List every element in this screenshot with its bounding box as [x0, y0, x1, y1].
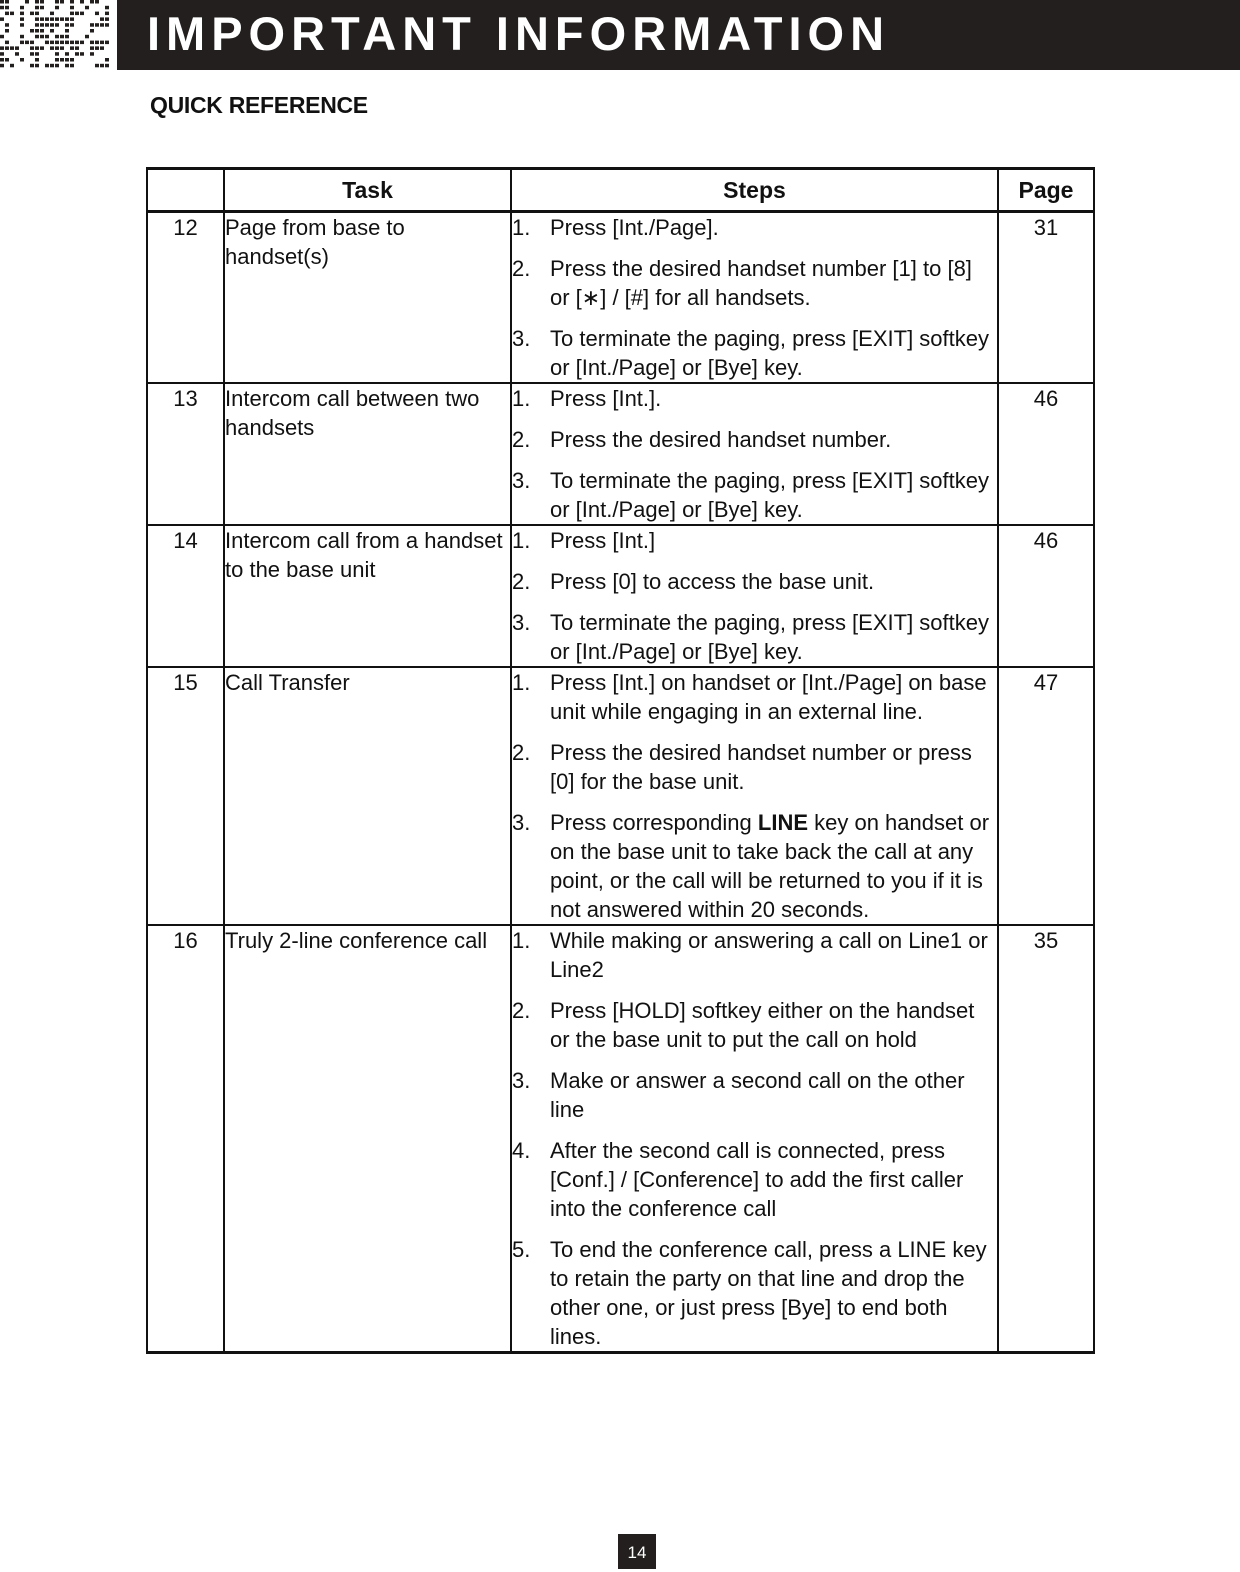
step-number: 2.: [512, 427, 531, 452]
step-text: To terminate the paging, press [EXIT] softkey or [Int./Page] or [Bye] key.: [550, 468, 989, 522]
task-cell: Truly 2-line conference call: [224, 925, 511, 1353]
step-text: Make or answer a second call on the other line: [550, 1068, 965, 1122]
step-number: 3.: [512, 810, 531, 835]
step-item: [512, 608, 997, 666]
table-row: [147, 212, 1094, 384]
dotted-pattern-icon: [0, 0, 110, 70]
step-number: 2.: [512, 740, 531, 765]
step-text: Press [Int.] on handset or [Int./Page] on base unit while engaging in an external line.: [550, 670, 987, 724]
step-text: To terminate the paging, press [EXIT] softkey or [Int./Page] or [Bye] key.: [550, 326, 989, 380]
page-title: IMPORTANT INFORMATION: [147, 7, 891, 60]
step-text: Press the desired handset number.: [550, 427, 892, 452]
header-bar: [117, 0, 1240, 70]
table-row: [147, 383, 1094, 525]
step-item: [512, 668, 997, 726]
column-header-number: [147, 169, 224, 212]
task-cell: Page from base to handset(s): [224, 212, 511, 384]
step-item: [512, 738, 997, 796]
table-row: [147, 667, 1094, 925]
page-number: 14: [618, 1534, 656, 1569]
column-header-steps: Steps: [511, 169, 998, 212]
column-header-page: Page: [998, 169, 1094, 212]
step-number: 2.: [512, 998, 531, 1023]
step-text: While making or answering a call on Line1 or Line2: [550, 928, 988, 982]
step-item: [512, 254, 997, 312]
step-text: Press [0] to access the base unit.: [550, 569, 875, 594]
step-number: 5.: [512, 1237, 531, 1262]
step-item: [512, 996, 997, 1054]
steps-cell: [511, 383, 998, 525]
step-text: Press [HOLD] softkey either on the handset or the base unit to put the call on hold: [550, 998, 975, 1052]
steps-list: [512, 926, 997, 1351]
step-item: [512, 384, 997, 413]
page-cell: 46: [998, 383, 1094, 525]
steps-cell: [511, 925, 998, 1353]
table-header-row: [147, 169, 1094, 212]
row-number: 12: [147, 212, 224, 384]
steps-cell: [511, 525, 998, 667]
task-cell: Intercom call between two handsets: [224, 383, 511, 525]
step-number: 1.: [512, 670, 531, 695]
step-number: 3.: [512, 1068, 531, 1093]
page-cell: 35: [998, 925, 1094, 1353]
step-text: Press [Int.]: [550, 528, 656, 553]
step-text: After the second call is connected, press [Conf.] / [Conference] to add the first caller into the conference call: [550, 1138, 964, 1221]
step-item: [512, 213, 997, 242]
step-text: Press the desired handset number [1] to [8] or [∗] / [#] for all handsets.: [550, 256, 972, 310]
step-item: [512, 324, 997, 382]
steps-list: [512, 668, 997, 924]
row-number: 14: [147, 525, 224, 667]
step-number: 3.: [512, 610, 531, 635]
step-item: [512, 567, 997, 596]
step-number: 4.: [512, 1138, 531, 1163]
table-body: [147, 212, 1094, 1353]
step-number: 3.: [512, 326, 531, 351]
page-cell: 31: [998, 212, 1094, 384]
task-cell: Intercom call from a handset to the base unit: [224, 525, 511, 667]
page-cell: 46: [998, 525, 1094, 667]
step-item: [512, 1066, 997, 1124]
quick-reference-table: [146, 167, 1095, 1354]
step-item: [512, 526, 997, 555]
step-item: [512, 466, 997, 524]
steps-list: [512, 384, 997, 524]
steps-list: [512, 526, 997, 666]
step-number: 1.: [512, 928, 531, 953]
step-text: To terminate the paging, press [EXIT] softkey or [Int./Page] or [Bye] key.: [550, 610, 989, 664]
step-text: Press [Int.].: [550, 386, 662, 411]
step-number: 2.: [512, 256, 531, 281]
step-item: [512, 926, 997, 984]
step-item: [512, 1136, 997, 1223]
step-item: [512, 808, 997, 924]
steps-cell: [511, 212, 998, 384]
task-cell: Call Transfer: [224, 667, 511, 925]
page-cell: 47: [998, 667, 1094, 925]
step-text: Press [Int./Page].: [550, 215, 719, 240]
step-number: 3.: [512, 468, 531, 493]
row-number: 13: [147, 383, 224, 525]
header-logo-pattern: [0, 0, 110, 70]
step-number: 1.: [512, 386, 531, 411]
row-number: 16: [147, 925, 224, 1353]
table-row: [147, 925, 1094, 1353]
step-text: Press the desired handset number or press [0] for the base unit.: [550, 740, 972, 794]
table-row: [147, 525, 1094, 667]
step-number: 2.: [512, 569, 531, 594]
step-item: [512, 1235, 997, 1351]
step-item: [512, 425, 997, 454]
steps-list: [512, 213, 997, 382]
step-text: Press corresponding LINE key on handset or on the base unit to take back the call at any point, or the call will be returned to you if it is not answered within 20 seconds.: [550, 810, 990, 922]
step-text: To end the conference call, press a LINE key to retain the party on that line and drop the other one, or just press [Bye] to end both lines.: [550, 1237, 987, 1349]
row-number: 15: [147, 667, 224, 925]
column-header-task: Task: [224, 169, 511, 212]
section-title: QUICK REFERENCE: [150, 92, 368, 118]
steps-cell: [511, 667, 998, 925]
step-number: 1.: [512, 215, 531, 240]
step-number: 1.: [512, 528, 531, 553]
